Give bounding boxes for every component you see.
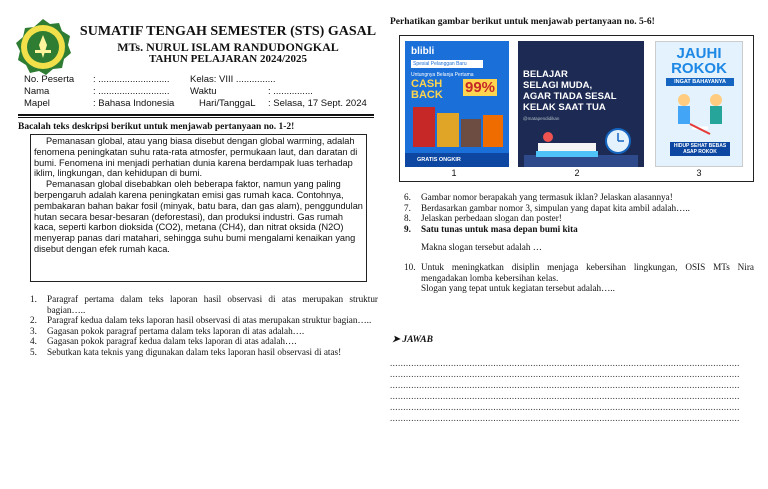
question-number: 1. xyxy=(30,294,37,304)
question-text: Sebutkan kata teknis yang digunakan dalam teks laporan hasil observasi di atas! xyxy=(47,346,342,357)
image-1-ad xyxy=(405,41,509,167)
date-value: : Selasa, 17 Sept. 2024 xyxy=(268,98,367,109)
question-item xyxy=(30,326,378,337)
answer-line-3[interactable]: .................................................................................................................................... xyxy=(390,380,740,390)
class-field[interactable]: Kelas: VIII ............... xyxy=(190,74,276,85)
images-box xyxy=(399,35,754,182)
paragraph-1: Pemanasan global, atau yang biasa disebut dengan global warming, adalah fenomena peningkatan suhu rata-rata atmosfer, permukaan laut, dan daratan di bumi. Fenomena ini menjadi perhatian dunia karena berdampak luas terhadap iklim, lingkungan, dan kehidupan di bumi. xyxy=(34,136,358,179)
question-text: Jelaskan perbedaan slogan dan poster! xyxy=(421,213,562,224)
question-item xyxy=(404,224,754,235)
poster-banner: INGAT BAHAYANYA xyxy=(666,78,734,86)
info-label: Waktu xyxy=(190,86,217,97)
product-box-icon xyxy=(413,107,435,147)
info-label: No. Peserta xyxy=(24,74,75,85)
image-2-slogan xyxy=(518,41,644,167)
school-name: MTs. NURUL ISLAM RANDUDONGKAL xyxy=(117,40,339,54)
poster-line: ROKOK xyxy=(671,60,727,77)
question-text: Paragraf pertama dalam teks laporan hasil observasi di atas merupakan struktur bagian….. xyxy=(47,294,378,315)
exam-title: SUMATIF TENGAH SEMESTER (STS) GASAL xyxy=(79,24,377,39)
question-number: 9. xyxy=(404,223,411,234)
arrow-icon: ➤ xyxy=(392,335,403,345)
question-number: 3. xyxy=(30,325,37,336)
question-number: 10. xyxy=(404,261,416,272)
image-caption: 2 xyxy=(574,168,580,178)
answer-label xyxy=(392,334,433,345)
question-item xyxy=(30,294,378,315)
slogan-line: AGAR TIADA SESAL xyxy=(523,91,617,102)
academic-year: TAHUN PELAJARAN 2024/2025 xyxy=(148,53,308,65)
image-3-poster xyxy=(655,41,743,167)
info-label: Nama xyxy=(24,86,50,97)
slogan-text xyxy=(523,69,617,113)
name-field[interactable]: : ........................... xyxy=(93,86,170,97)
info-label: Hari/TanggaL xyxy=(199,98,256,109)
ad-headline: CASH BACK xyxy=(411,78,443,101)
answer-line-6[interactable]: .................................................................................................................................... xyxy=(390,413,740,423)
question-number: 5. xyxy=(30,346,37,357)
section1-instruction: Bacalah teks deskripsi berikut untuk menjawab pertanyaan no. 1-2! xyxy=(18,122,295,132)
product-bag-icon xyxy=(437,113,459,147)
slogan-line: SELAGI MUDA, xyxy=(523,80,593,91)
books-clock-icon xyxy=(518,119,644,167)
question-item xyxy=(30,315,378,326)
product-jar-icon xyxy=(461,119,481,147)
answer-line-4[interactable]: .................................................................................................................................... xyxy=(390,391,740,401)
question-item xyxy=(404,192,754,203)
question-item xyxy=(404,213,754,224)
question-text: Gagasan pokok paragraf pertama dalam teks laporan di atas adalah…. xyxy=(47,325,305,336)
poster-title xyxy=(656,46,742,76)
question-text: Satu tunas untuk masa depan bumi kita xyxy=(421,223,578,234)
slogan-line: BELAJAR xyxy=(523,69,568,80)
question-item xyxy=(404,242,754,253)
subject-value: : Bahasa Indonesia xyxy=(93,98,175,109)
question-item xyxy=(30,347,378,358)
question-text: Paragraf kedua dalam teks laporan hasil observasi di atas merupakan struktur bagian….. xyxy=(47,315,372,325)
no-smoking-figures-icon xyxy=(664,90,736,140)
question-text: Berdasarkan gambar nomor 3, simpulan yang dapat kita ambil adalah….. xyxy=(421,202,690,213)
question-number: 8. xyxy=(404,213,411,224)
answer-line-2[interactable]: .................................................................................................................................... xyxy=(390,369,740,379)
poster-line: JAUHI xyxy=(676,45,722,62)
question-text: Gagasan pokok paragraf kedua dalam teks laporan di atas adalah…. xyxy=(47,336,297,346)
question-number: 2. xyxy=(30,315,37,325)
question-item xyxy=(404,262,754,283)
ad-tag: Spesial Pelanggan Baru xyxy=(411,60,483,68)
question-text: Makna slogan tersebut adalah … xyxy=(421,242,542,253)
slogan-handle: @matapendidikan xyxy=(523,116,560,121)
question-number: 6. xyxy=(404,192,411,202)
time-field[interactable]: : ............... xyxy=(268,86,313,97)
ad-subtitle: Untungnya Belanja Pertama xyxy=(411,72,474,78)
info-label: Mapel xyxy=(24,98,50,109)
question-number: 7. xyxy=(404,202,411,213)
info-labels-right xyxy=(190,74,276,110)
reading-text-box xyxy=(30,134,367,282)
header-divider xyxy=(18,114,374,116)
answer-line-1[interactable]: .................................................................................................................................... xyxy=(390,358,740,368)
question-item xyxy=(404,203,754,214)
question-list-right xyxy=(404,192,754,294)
question-text: Gambar nomor berapakah yang termasuk iklan? Jelaskan alasannya! xyxy=(421,192,673,202)
question-list-left xyxy=(30,294,378,357)
school-logo xyxy=(14,18,72,76)
image-caption: 1 xyxy=(451,168,457,178)
participant-number-field[interactable]: : ........................... xyxy=(93,74,170,85)
ad-percent: 99% xyxy=(465,79,496,96)
question-number: 4. xyxy=(30,336,37,346)
question-text: Untuk meningkatkan disiplin menjaga kebersihan lingkungan, OSIS MTs Nira mengadakan lomba kebersihan kelas. xyxy=(421,261,754,283)
question-item xyxy=(404,283,754,294)
section2-instruction: Perhatikan gambar berikut untuk menjawab pertanyaan no. 5-6! xyxy=(390,17,655,27)
question-item xyxy=(30,336,378,347)
ad-footer: GRATIS ONGKIR xyxy=(405,153,509,167)
info-labels-left xyxy=(24,74,74,110)
info-values-left xyxy=(93,74,174,110)
brand-logo: blibli xyxy=(411,46,435,57)
answer-label-text: JAWAB xyxy=(402,335,433,345)
answer-line-5[interactable]: .................................................................................................................................... xyxy=(390,402,740,412)
image-caption: 3 xyxy=(696,168,702,178)
poster-footer: HIDUP SEHAT BEBAS ASAP ROKOK xyxy=(670,142,730,156)
header-divider-thin xyxy=(18,117,374,118)
question-text: Slogan yang tepat untuk kegiatan tersebut adalah….. xyxy=(421,283,615,294)
info-values-right xyxy=(268,74,367,110)
slogan-line: KELAK SAAT TUA xyxy=(523,102,606,113)
paragraph-2: Pemanasan global disebabkan oleh beberapa faktor, namun yang paling berpengaruh adalah karena peningkatan emisi gas rumah kaca. Contohnya, pembakaran bahan bakar fosil (minyak, batu bara, dan gas alam), penggundulan hutan secara besar-besaran (deforestasi), dan produksi industri. Gas rumah kaca, seperti karbon dioksida (CO2), metana (CH4), dan nitrat oksida (N2O) menyerap panas dari matahari, sehingga suhu bumi mengalami kenaikan yang disebut dengan efek rumah kaca. xyxy=(34,179,363,254)
product-pack-icon xyxy=(483,115,503,147)
